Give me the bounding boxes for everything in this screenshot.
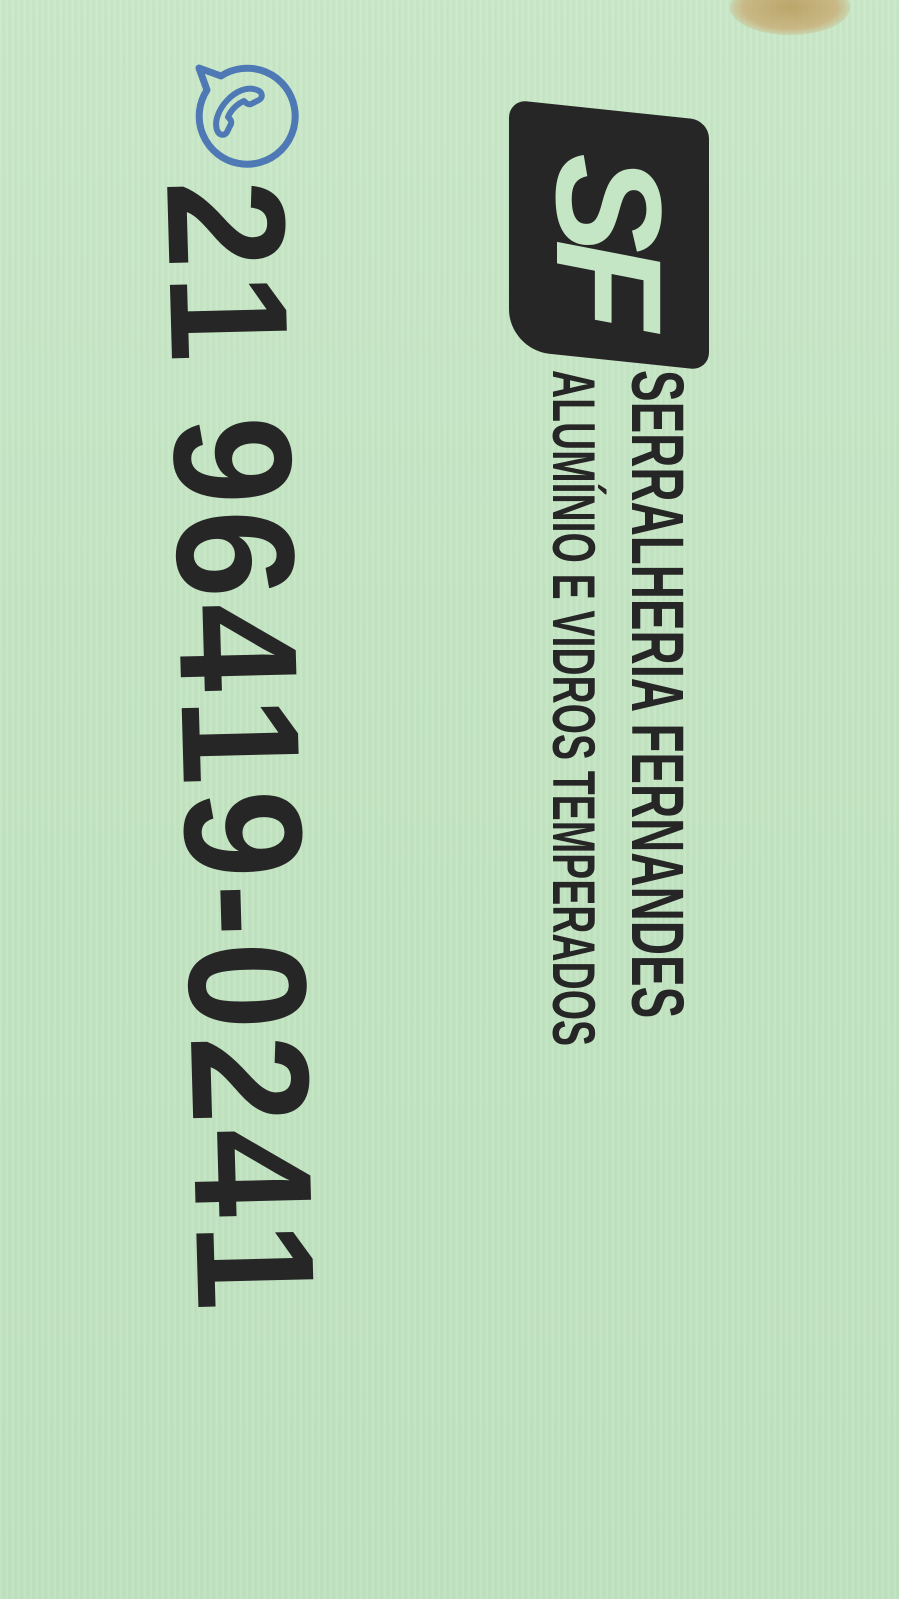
logo-letters: SF	[525, 153, 694, 317]
company-tagline: ALUMÍNIO E VIDROS TEMPERADOS	[540, 370, 607, 1047]
company-name: SERRALHERIA FERNANDES	[616, 370, 699, 1019]
whatsapp-icon	[173, 40, 303, 170]
phone-number: 21 96419-0241	[131, 177, 351, 1318]
logo	[509, 99, 709, 370]
